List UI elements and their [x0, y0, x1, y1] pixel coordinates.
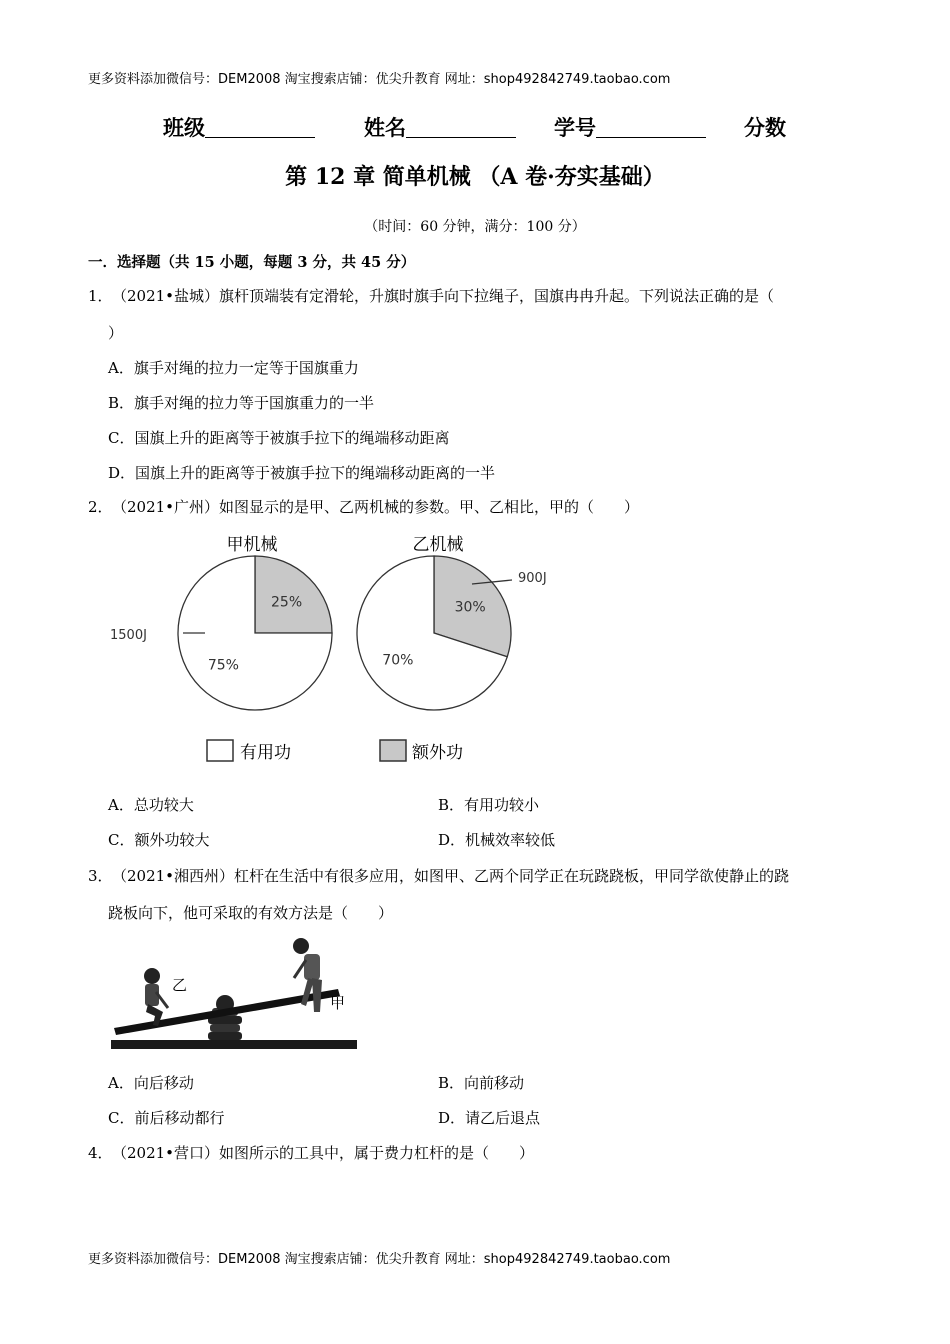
question-3	[88, 866, 789, 886]
page-subtitle: （时间：60 分钟，满分：100 分）	[364, 219, 586, 235]
pie-slice-label: 70%	[382, 652, 414, 669]
annotation-900j-label: 900J	[518, 571, 547, 586]
student-info-row	[0, 112, 950, 142]
legend-useful-label: 有用功	[240, 743, 291, 763]
pie-slice-label: 75%	[207, 657, 239, 674]
q1-option-d[interactable]: D．国旗上升的距离等于被旗手拉下的绳端移动距离的一半	[108, 464, 496, 482]
question-number: 4．	[88, 1144, 113, 1162]
class-label: 班级	[163, 115, 205, 140]
q2-option-d[interactable]: D．机械效率较低	[438, 831, 556, 849]
q1-option-b[interactable]: B．旗手对绳的拉力等于国旗重力的一半	[108, 394, 375, 412]
question-1	[88, 286, 774, 306]
id-label: 学号	[554, 115, 596, 140]
name-field[interactable]	[364, 112, 516, 142]
id-blank[interactable]	[596, 115, 706, 138]
q3-option-d[interactable]: D．请乙后退点	[438, 1109, 541, 1127]
question-text: （2021•营口）如图所示的工具中，属于费力杠杆的是（ ）	[112, 1144, 535, 1162]
class-field[interactable]	[163, 112, 315, 142]
figure-label-yi: 乙	[172, 976, 188, 994]
legend-extra-swatch	[380, 740, 406, 761]
q1-option-a[interactable]: A．旗手对绳的拉力一定等于国旗重力	[108, 359, 359, 377]
annotation-1500j: 1500J	[110, 628, 147, 643]
chart-title-yi: 乙机械	[412, 535, 464, 555]
q2-option-b[interactable]: B．有用功较小	[438, 796, 540, 814]
question-text: （2021•湘西州）杠杆在生活中有很多应用，如图甲、乙两个同学正在玩跷跷板，甲同学欲使静止的跷	[112, 867, 790, 885]
question-number: 1．	[88, 287, 113, 305]
score-label: 分数	[744, 115, 786, 140]
class-blank[interactable]	[205, 115, 315, 138]
pie-slice-label: 30%	[454, 599, 486, 616]
question-number: 3．	[88, 867, 113, 885]
page-header: 更多资料添加微信号：DEM2008 淘宝搜索店铺：优尖升教育 网址：shop492842749.taobao.com	[88, 72, 671, 87]
question-text: （2021•盐城）旗杆顶端装有定滑轮，升旗时旗手向下拉绳子，国旗冉冉升起。下列说法正确的是（	[112, 287, 775, 305]
chart-title-jia: 甲机械	[226, 535, 278, 555]
figure-label-jia: 甲	[330, 994, 346, 1012]
pie-slice-label: 25%	[271, 594, 303, 611]
question-number: 2．	[88, 498, 113, 516]
q2-option-c[interactable]: C．额外功较大	[108, 831, 210, 849]
page-title: 第 12 章 简单机械 （A 卷·夯实基础）	[285, 164, 665, 190]
name-label: 姓名	[364, 115, 406, 140]
q3-option-a[interactable]: A．向后移动	[108, 1074, 194, 1092]
pie-charts-figure	[100, 528, 520, 783]
pie-chart-yi	[357, 556, 511, 710]
q2-option-a[interactable]: A．总功较大	[108, 796, 194, 814]
name-blank[interactable]	[406, 115, 516, 138]
score-field	[744, 112, 786, 142]
question-1-cont: ）	[108, 324, 124, 342]
legend-useful-swatch	[207, 740, 233, 761]
seesaw-figure	[108, 934, 368, 1054]
question-text: （2021•广州）如图显示的是甲、乙两机械的参数。甲、乙相比，甲的（ ）	[112, 498, 640, 516]
q3-option-c[interactable]: C．前后移动都行	[108, 1109, 225, 1127]
section-title: 一．选择题（共 15 小题，每题 3 分，共 45 分）	[88, 254, 416, 271]
legend-extra-label: 额外功	[412, 743, 463, 763]
question-4	[88, 1143, 534, 1163]
q1-option-c[interactable]: C．国旗上升的距离等于被旗手拉下的绳端移动距离	[108, 429, 450, 447]
ground	[111, 1040, 357, 1049]
page-footer: 更多资料添加微信号：DEM2008 淘宝搜索店铺：优尖升教育 网址：shop492842749.taobao.com	[88, 1252, 671, 1267]
person-yi	[144, 968, 168, 1026]
question-2	[88, 497, 639, 517]
id-field[interactable]	[554, 112, 706, 142]
question-3-cont: 跷板向下，他可采取的有效方法是（ ）	[108, 904, 394, 922]
q3-option-b[interactable]: B．向前移动	[438, 1074, 525, 1092]
